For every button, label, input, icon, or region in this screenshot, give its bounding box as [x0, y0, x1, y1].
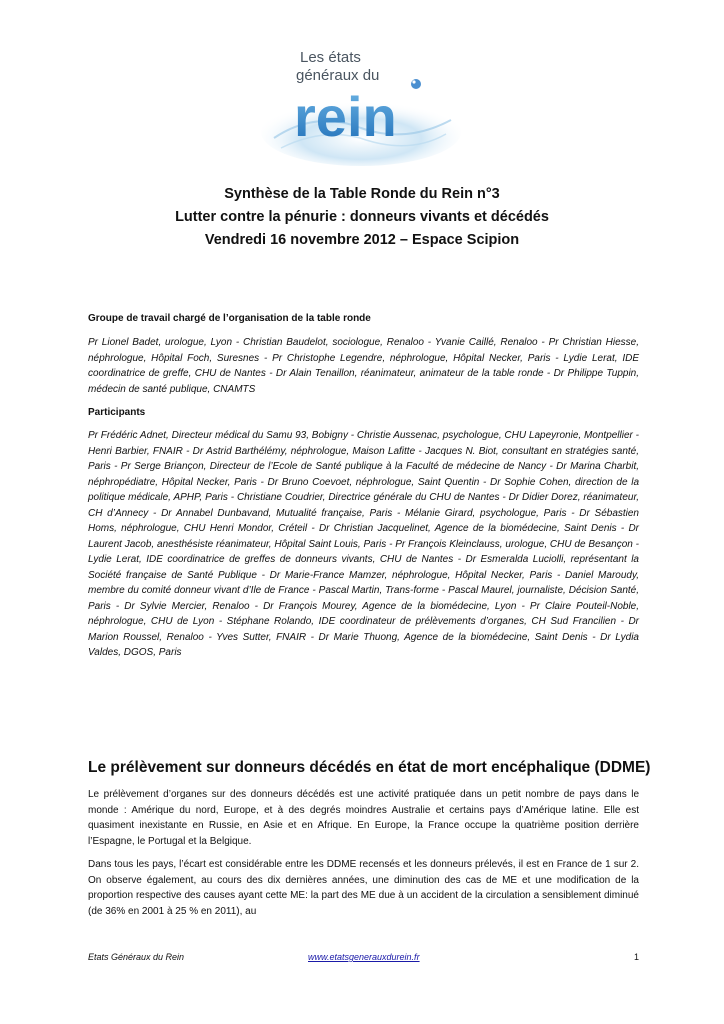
paragraph-1: Le prélèvement d’organes sur des donneurs décédés est une activité pratiquée dans un petit nombre de pays dans le monde : Amérique du nord, Europe, et à des degrés moindres Australie et certains pays d’Amérique latine. Elle est quasiment inexistante en Russie, en Asie et en Afrique. En Europe, la France occupe la quatrième position derrière l’Espagne, le Portugal et la Belgique.	[88, 789, 639, 847]
logo-line2: généraux du	[296, 67, 380, 84]
logo	[256, 40, 466, 168]
footer-left: Etats Généraux du Rein	[88, 952, 185, 962]
paragraph-2: Dans tous les pays, l’écart est considérable entre les DDME recensés et les donneurs prélevés, il est en France de 1 sur 2. On observe également, au cours des dix dernières années, une diminution des cas de ME et une modification de la proportion respective des causes ayant cette ME: la part des ME due à un accident de la circulation a sensiblement diminué (de 36% en 2001 à 25 % en 2011), au	[88, 859, 639, 917]
working-group-text: Pr Lionel Badet, urologue, Lyon - Christian Baudelot, sociologue, Renaloo - Yvanie Caillé, Renaloo - Pr Christian Hiesse, néphrologue, Hôpital Foch, Suresnes - Pr Christophe Legendre, néphrologue, Hôpital Necker, Paris - Lydie Lerat, IDE coordinatrice de greffe, CHU de Nantes - Dr Alain Tenaillon, réanimateur, animateur de la table ronde - Dr Philippe Tuppin, médecin de santé publique, CNAMTS	[88, 337, 639, 395]
title-line-3: Vendredi 16 novembre 2012 – Espace Scipion	[204, 232, 520, 248]
logo-line1: Les états	[300, 49, 361, 66]
footer-website-link[interactable]: www.etatsgenerauxdurein.fr	[308, 952, 420, 962]
page-number: 1	[633, 952, 639, 962]
logo-graphic	[256, 40, 466, 168]
title-line-2: Lutter contre la pénurie : donneurs vivants et décédés	[175, 209, 549, 225]
document-titles	[0, 183, 724, 252]
working-group-heading: Groupe de travail chargé de l’organisation de la table ronde	[88, 313, 371, 324]
title-line-1: Synthèse de la Table Ronde du Rein n°3	[224, 186, 500, 202]
section-heading: Le prélèvement sur donneurs décédés en état de mort encéphalique (DDME)	[88, 759, 651, 776]
participants-heading: Participants	[88, 407, 146, 418]
working-group-section	[88, 312, 639, 397]
participants-text: Pr Frédéric Adnet, Directeur médical du Samu 93, Bobigny - Christie Aussenac, psychologue, CHU Lapeyronie, Montpellier - Henri Barbier, FNAIR - Dr Astrid Barthélémy, néphrologue, Maison Lafitte - Jacques N. Biot, consultant en stratégies santé, Paris - Pr Serge Briançon, Directeur de l’Ecole de Santé publique à la Faculté de médecine de Nancy - Dr Marina Charbit, néphropédiatre, Hôpital Necker, Paris - Dr Bruno Coevoet, néphrologue, Saint Quentin - Dr Sophie Cohen, direction de la politique médicale, APHP, Paris - Christiane Coudrier, Directrice générale du CHU de Nantes - Dr Didier Dorez, réanimateur, CH d’Annecy - Dr Annabel Dunbavand, Mutualité française, Paris - Mélanie Girard, psychologue, Paris - Dr Sébastien Homs, néphrologue, CHU Henri Mondor, Créteil - Dr Christian Jacquelinet, Agence de la biomédecine, Saint Denis - Dr Laurent Jacob, anesthésiste réanimateur, Hôpital Saint Louis, Paris - Pr François Kleinclauss, urologue, CHU de Besançon - Lydie Lerat, IDE coordinatrice de greffes de donneurs vivants, CHU de Nantes - Dr Esmeralda Luciolli, représentant la Société française de Santé Publique - Dr Marie-France Mamzer, néphrologue, Hôpital Necker, Paris - Daniel Maroudy, membre du comité donneur vivant d’Ile de France - Pascal Martin, Trans-forme - Pascal Maurel, journaliste, Décision Santé, Paris - Dr Sylvie Mercier, Renaloo - Dr François Mourey, Agence de la biomédecine, Lyon - Pr Claire Pouteil-Noble, néphrologue, CHU de Lyon - Stéphane Rolando, IDE coordinateur de prélèvements d’organes, CH Sud Francilien - Dr Marion Roussel, Renaloo - Yves Sutter, FNAIR - Dr Marie Thuong, Agence de la biomédecine, Saint Denis - Dr Lydia Valdes, DGOS, Paris	[88, 430, 639, 658]
participants-section	[88, 406, 639, 661]
logo-word: rein	[294, 85, 397, 148]
section-body	[88, 787, 639, 919]
